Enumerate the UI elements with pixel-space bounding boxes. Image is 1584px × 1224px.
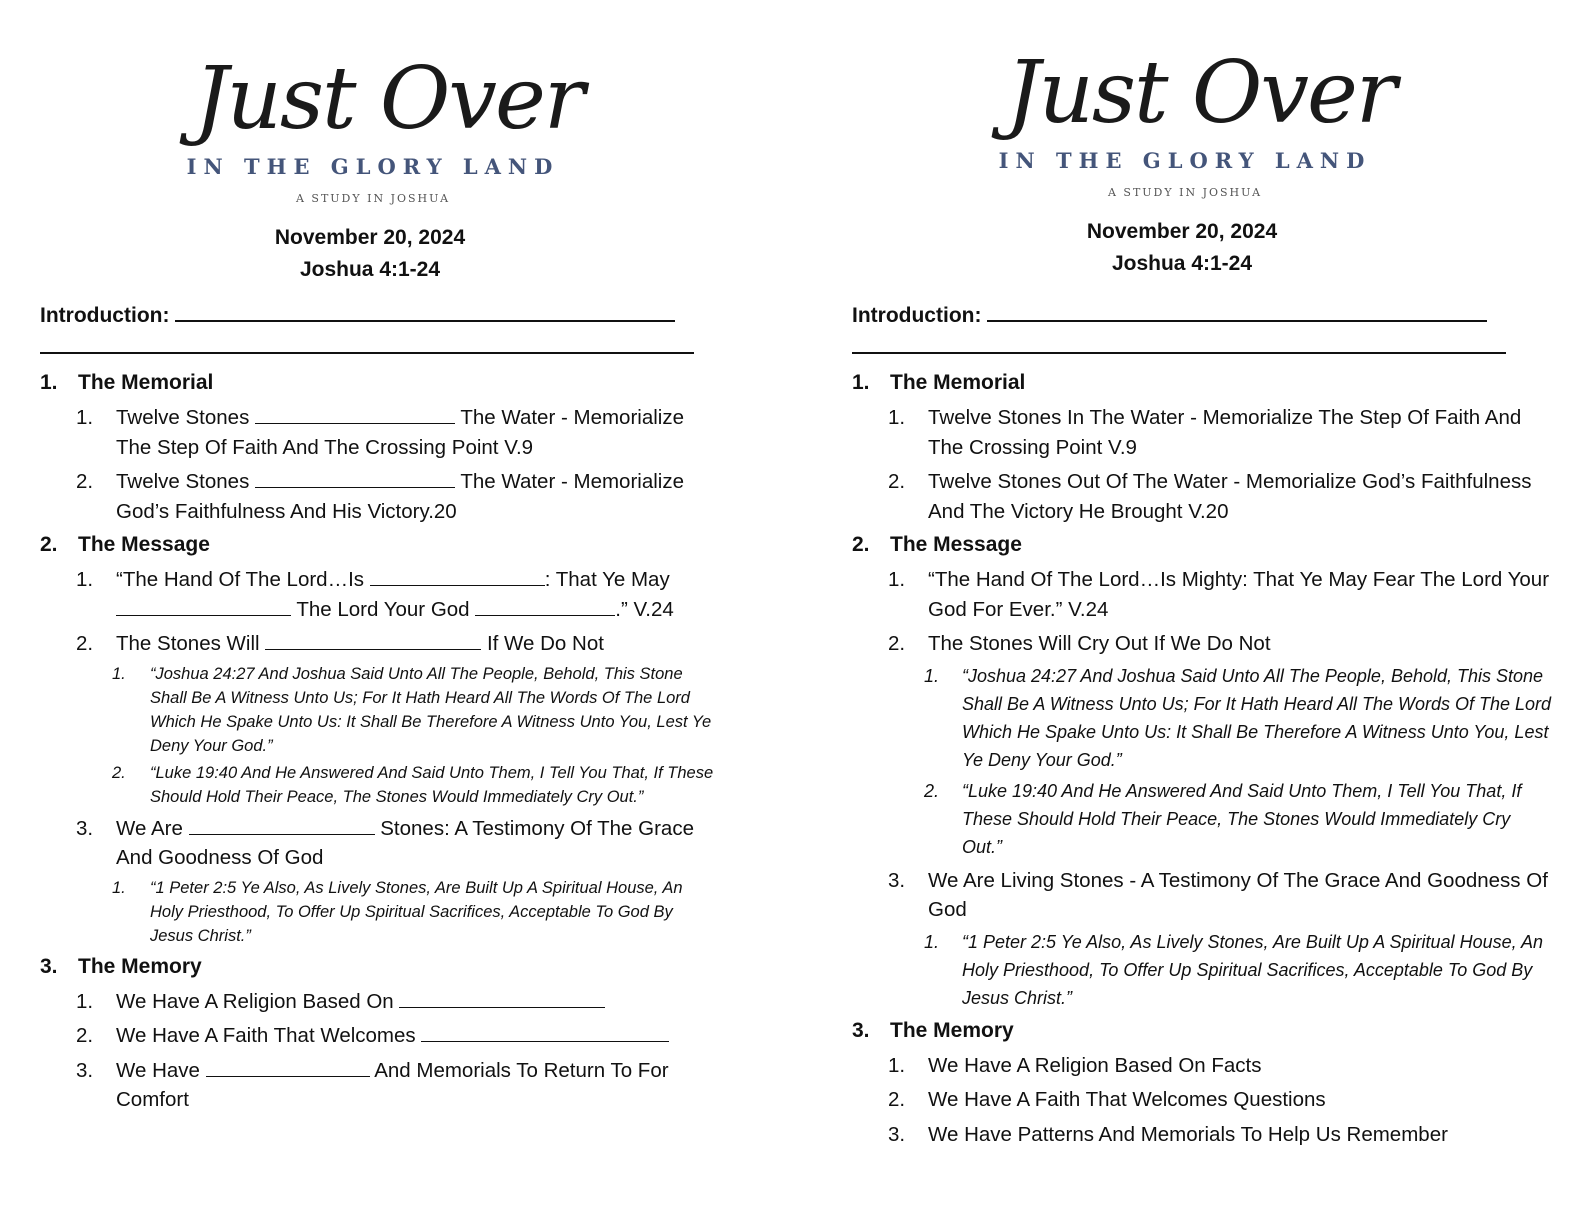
item-number: 1. [888,1053,906,1077]
section-title: The Message [78,533,210,556]
outline [852,364,1552,1149]
outline-item [888,1051,1552,1081]
section-number: 3. [852,1018,870,1042]
item-text: “The Hand Of The Lord…Is Mighty: That Ye May Fear The Lord Your God For Ever.” V.24 [928,568,1550,621]
outline-item [888,403,1552,462]
section-heading [40,530,720,560]
fill-blank [399,989,605,1008]
item-text: The Stones Will [116,632,266,655]
logo-script-text: Just Over [194,49,583,149]
section-number: 1. [40,371,58,394]
scripture-quote [924,662,1552,774]
outline-item [888,1085,1552,1115]
item-number: 1. [76,989,94,1013]
item-text: Twelve Stones [116,406,256,429]
item-text: : That Ye May [544,568,670,591]
fill-blank [255,469,455,488]
item-text: We Have [116,1058,206,1082]
scripture-quote [112,662,720,758]
logo-subtitle: A STUDY IN JOSHUA [1107,186,1263,199]
introduction-label: Introduction: [852,304,982,327]
section-title: The Memorial [890,371,1026,394]
outline-item [76,1021,720,1051]
section-heading [40,952,720,982]
item-number: 3. [888,1122,906,1146]
quote-number: 1. [112,664,126,683]
item-number: 1. [888,568,906,591]
outline-item [76,814,720,873]
item-text: The Stones Will Cry Out If We Do Not [928,632,1271,655]
item-text: Twelve Stones Out Of The Water - Memorialize God’s Faithfulness And The Victory He Brought V.20 [928,470,1532,523]
fill-blank [421,1023,669,1042]
item-text: We Have A Faith That Welcomes Questions [928,1088,1326,1111]
section-number: 2. [40,533,58,556]
item-number: 3. [76,1058,94,1082]
outline-item [888,629,1552,659]
scripture-quote [112,761,720,809]
section-heading [852,368,1552,398]
section-heading [852,1016,1552,1046]
quote-number: 1. [924,931,940,952]
logo-band-text: IN THE GLORY LAND [186,154,560,179]
item-text: We Have A Faith That Welcomes [116,1024,422,1047]
outline-item [76,987,720,1017]
section-title: The Memorial [78,371,214,394]
fill-blank [255,405,455,424]
item-text: We Have A Religion Based On Facts [928,1053,1262,1077]
item-number: 2. [76,470,94,493]
quote-text: “Luke 19:40 And He Answered And Said Unto Them, I Tell You That, If These Should Hold Their Peace, The Stones Would Immediately Cry Out.” [150,763,714,806]
scripture-quote [112,876,720,948]
item-number: 3. [888,868,906,892]
fill-blank [116,597,291,616]
scripture-reference: Joshua 4:1-24 [299,258,441,281]
section-heading [852,530,1552,560]
outline-item [888,1120,1552,1150]
item-number: 2. [888,470,906,493]
scripture-quote [924,928,1552,1012]
item-number: 3. [76,816,94,840]
item-text: We Have Patterns And Memorials To Help Us Remember [928,1122,1448,1146]
item-number: 1. [76,406,94,429]
lesson-date: November 20, 2024 [1086,220,1278,243]
introduction-label: Introduction: [40,304,170,327]
introduction-blank [987,300,1487,322]
outline-item [888,866,1552,925]
quote-text: “Luke 19:40 And He Answered And Said Unto Them, I Tell You That, If These Should Hold Their Peace, The Stones Would Immediately Cry Out.” [962,780,1522,857]
fill-blank [265,631,481,650]
item-text: .” V.24 [615,597,674,621]
item-number: 2. [76,632,94,655]
section-number: 3. [40,954,58,978]
introduction-rule [40,352,694,354]
outline-item [888,467,1552,526]
handout-blank [40,0,720,1224]
item-text: If We Do Not [481,632,604,655]
section-title: The Message [890,533,1022,556]
quote-text: “1 Peter 2:5 Ye Also, As Lively Stones, Are Built Up A Spiritual House, An Holy Priesthood, To Offer Up Spiritual Sacrifices, Acceptable To God By Jesus Christ.” [962,931,1543,1008]
item-text: The Lord Your God [291,597,476,621]
outline-item [76,629,720,659]
item-text: And Memorials To Return To For Comfort [116,1058,669,1111]
outline-item [888,565,1552,624]
introduction-line [852,300,1487,328]
lesson-date: November 20, 2024 [274,226,466,249]
section-number: 2. [852,533,870,556]
item-number: 2. [888,1088,906,1111]
quote-text: “Joshua 24:27 And Joshua Said Unto All The People, Behold, This Stone Shall Be A Witness Unto Us; For It Hath Heard All The Words Of The Lord Which He Spake Unto Us: It Shall Be Therefore A Witness Unto You, Lest Ye Deny Your God.” [962,665,1552,770]
fill-blank [475,597,615,616]
item-text: We Are [116,816,189,840]
logo-subtitle: A STUDY IN JOSHUA [295,192,451,205]
item-text: “The Hand Of The Lord…Is [116,568,370,591]
fill-blank [206,1058,370,1077]
scripture-reference: Joshua 4:1-24 [1111,252,1253,275]
quote-text: “1 Peter 2:5 Ye Also, As Lively Stones, Are Built Up A Spiritual House, An Holy Priesthood, To Offer Up Spiritual Sacrifices, Acceptable To God By Jesus Christ.” [150,878,683,945]
item-text: Stones: A Testimony Of The Grace And Goodness Of God [116,816,694,869]
introduction-rule [852,352,1506,354]
handout-answers [852,0,1552,1224]
outline-item [76,1056,720,1115]
item-text: Twelve Stones [116,470,256,493]
section-title: The Memory [78,954,202,978]
fill-blank [189,816,375,835]
outline-item [76,403,720,462]
quote-number: 1. [924,665,940,686]
quote-number: 1. [112,878,126,897]
item-number: 1. [76,568,94,591]
introduction-blank [175,300,675,322]
quote-number: 2. [112,763,126,782]
item-text: The Water - Memorialize The Step Of Faith And The Crossing Point V.9 [116,406,684,459]
outline-item [76,565,720,624]
introduction-line [40,300,675,328]
quote-number: 2. [924,780,940,801]
item-text: We Have A Religion Based On [116,989,400,1013]
outline-item [76,467,720,526]
study-logo [970,44,1410,214]
logo-script-text: Just Over [1006,43,1395,143]
fill-blank [370,567,545,586]
outline [40,364,720,1115]
item-number: 2. [76,1024,94,1047]
logo-band-text: IN THE GLORY LAND [998,148,1372,173]
item-text: Twelve Stones In The Water - Memorialize The Step Of Faith And The Crossing Point V.9 [928,406,1522,459]
study-logo [158,50,598,220]
section-number: 1. [852,371,870,394]
item-number: 2. [888,632,906,655]
item-text: We Are Living Stones - A Testimony Of The Grace And Goodness Of God [928,868,1548,921]
section-title: The Memory [890,1018,1014,1042]
quote-text: “Joshua 24:27 And Joshua Said Unto All The People, Behold, This Stone Shall Be A Witness Unto Us; For It Hath Heard All The Words Of The Lord Which He Spake Unto Us: It Shall Be Therefore A Witness Unto You, Lest Ye Deny Your God.” [150,664,712,755]
item-number: 1. [888,406,906,429]
scripture-quote [924,777,1552,861]
section-heading [40,368,720,398]
item-text: The Water - Memorialize God’s Faithfulness And His Victory.20 [116,470,684,523]
